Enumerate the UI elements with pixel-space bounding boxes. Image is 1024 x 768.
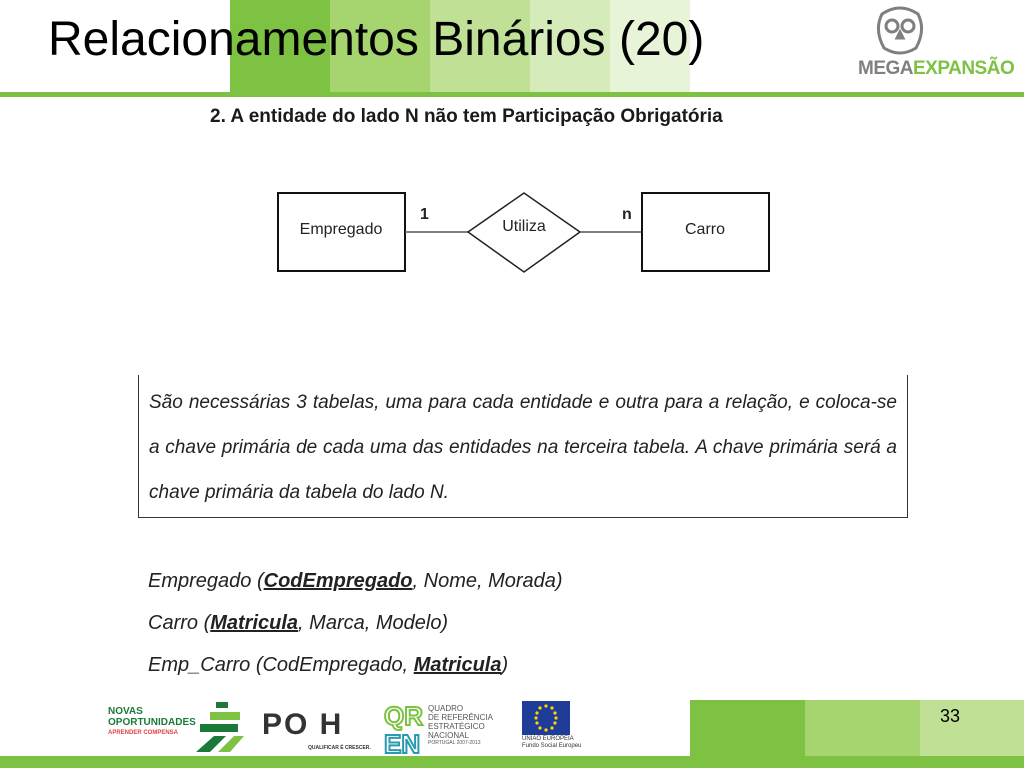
page-number: 33 [939,706,961,726]
table-empregado [148,562,563,604]
logo-text: NACIONAL [428,731,469,740]
eu-caption [522,736,581,750]
cardinality-left: 1 [420,206,429,223]
logo-text: OPORTUNIDADES [108,717,196,728]
cardinality-right: n [622,206,632,223]
logo-text: ESTRATÉGICO [428,722,485,731]
poph-tagline: QUALIFICAR É CRESCER. [308,745,371,751]
poph-logo: PO H [262,708,344,741]
table-name: Emp_Carro (CodEmpregado, [148,654,414,676]
section-subtitle: 2. A entidade do lado N não tem Participação Obrigatória [210,106,723,127]
footer-divider [0,756,1024,768]
table-attributes: , Marca, Modelo) [298,612,449,634]
primary-key: CodEmpregado [263,570,413,592]
logo-text: APRENDER COMPENSA [108,730,179,736]
table-attributes: , Nome, Morada) [412,570,563,592]
logo-text: Fundo Social Europeu [522,743,582,749]
table-attributes: ) [501,654,509,676]
er-diagram [270,185,780,280]
svg-text:QR: QR [384,701,423,731]
table-name: Carro ( [148,612,211,634]
logo-text: DE REFERÊNCIA [428,713,493,722]
novas-oportunidades-icon [196,702,246,754]
svg-text:EN: EN [384,729,421,755]
primary-key: Matricula [413,654,502,676]
sponsor-logos [108,700,598,756]
logo-text: NOVAS [108,706,143,717]
slide-title: Relacionamentos Binários (20) [48,13,705,66]
table-emp-carro [148,646,563,688]
logo-text: UNIÃO EUROPEIA [522,736,574,742]
eu-flag-icon [522,701,570,735]
entity-label-right: Carro [684,221,726,238]
logo-text: QUADRO [428,704,464,713]
megaexpansao-logo [858,4,1016,86]
owl-icon [870,4,930,60]
logo-wordmark: MEGAEXPANSÃO [858,58,1015,79]
table-carro [148,604,563,646]
qren-icon [382,701,430,755]
logo-text: PORTUGAL 2007-2013 [428,740,481,746]
explanation-text: São necessárias 3 tabelas, uma para cada entidade e outra para a relação, e coloca-se a chave primária de cada uma das entidades na terceira tabela. A chave primária será a chave primária da tabela do lado N. [149,392,897,503]
footer-stripe [805,700,920,756]
qren-caption [428,704,493,746]
novas-oportunidades-logo [108,706,196,739]
table-definitions [148,562,563,688]
relationship-label: Utiliza [502,218,546,235]
table-name: Empregado ( [148,570,264,592]
footer-stripe [690,700,805,756]
header-divider [0,92,1024,97]
entity-label-left: Empregado [299,221,383,238]
explanation-box [138,375,908,518]
primary-key: Matricula [210,612,299,634]
